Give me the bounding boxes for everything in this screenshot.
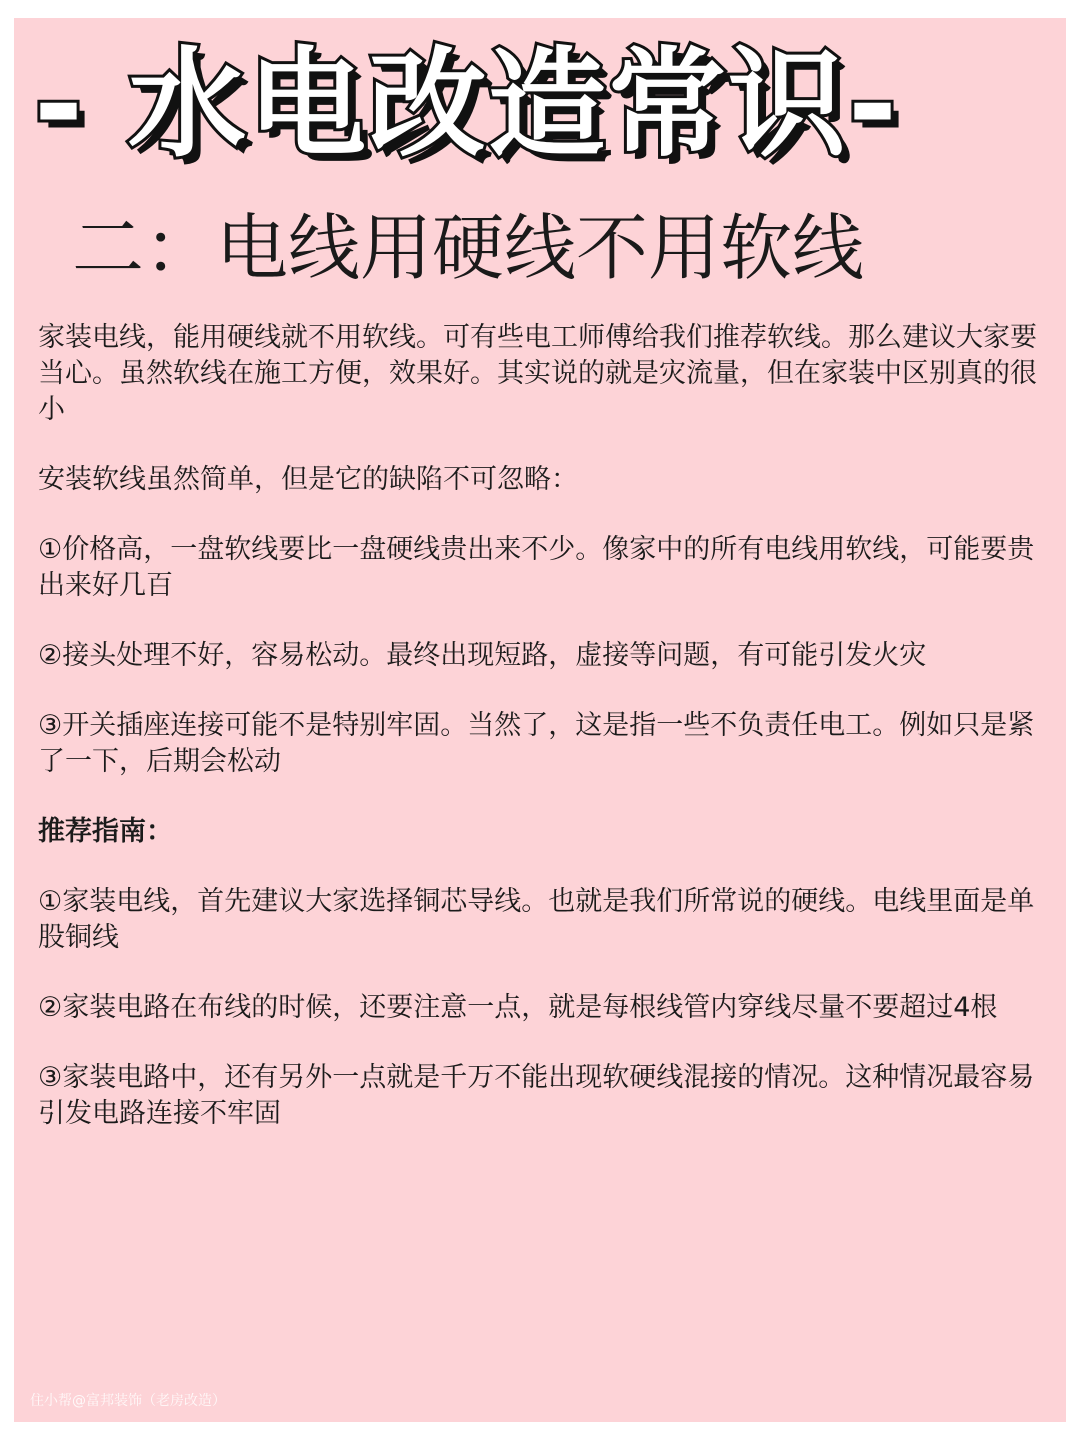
defects-intro: 安装软线虽然简单，但是它的缺陷不可忽略： — [38, 464, 578, 495]
main-title: - 水电改造常识- — [34, 35, 900, 173]
article-body — [38, 320, 1038, 1166]
guide-item-3: ③家装电路中，还有另外一点就是千万不能出现软硬线混接的情况。这种情况最容易引发电路连接不牢固 — [38, 1062, 1035, 1129]
guide-item-1: ①家装电线，首先建议大家选择铜芯导线。也就是我们所常说的硬线。电线里面是单股铜线 — [38, 886, 1035, 953]
watermark: 住小帮@富邦装饰（老房改造） — [30, 1393, 226, 1409]
defect-item-1: ①价格高，一盘软线要比一盘硬线贵出来不少。像家中的所有电线用软线，可能要贵出来好几百 — [38, 534, 1035, 601]
defect-item-3: ③开关插座连接可能不是特别牢固。当然了，这是指一些不负责任电工。例如只是紧了一下，后期会松动 — [38, 710, 1035, 777]
intro-paragraph: 家装电线，能用硬线就不用软线。可有些电工师傅给我们推荐软线。那么建议大家要当心。虽然软线在施工方便，效果好。其实说的就是灾流量，但在家装中区别真的很小 — [38, 322, 1037, 425]
sub-title: 二：电线用硬线不用软线 — [72, 206, 865, 290]
defect-item-2: ②接头处理不好，容易松动。最终出现短路，虚接等问题，有可能引发火灾 — [38, 640, 927, 671]
guide-heading: 推荐指南： — [38, 816, 173, 847]
guide-item-2: ②家装电路在布线的时候，还要注意一点，就是每根线管内穿线尽量不要超过4根 — [38, 992, 998, 1023]
